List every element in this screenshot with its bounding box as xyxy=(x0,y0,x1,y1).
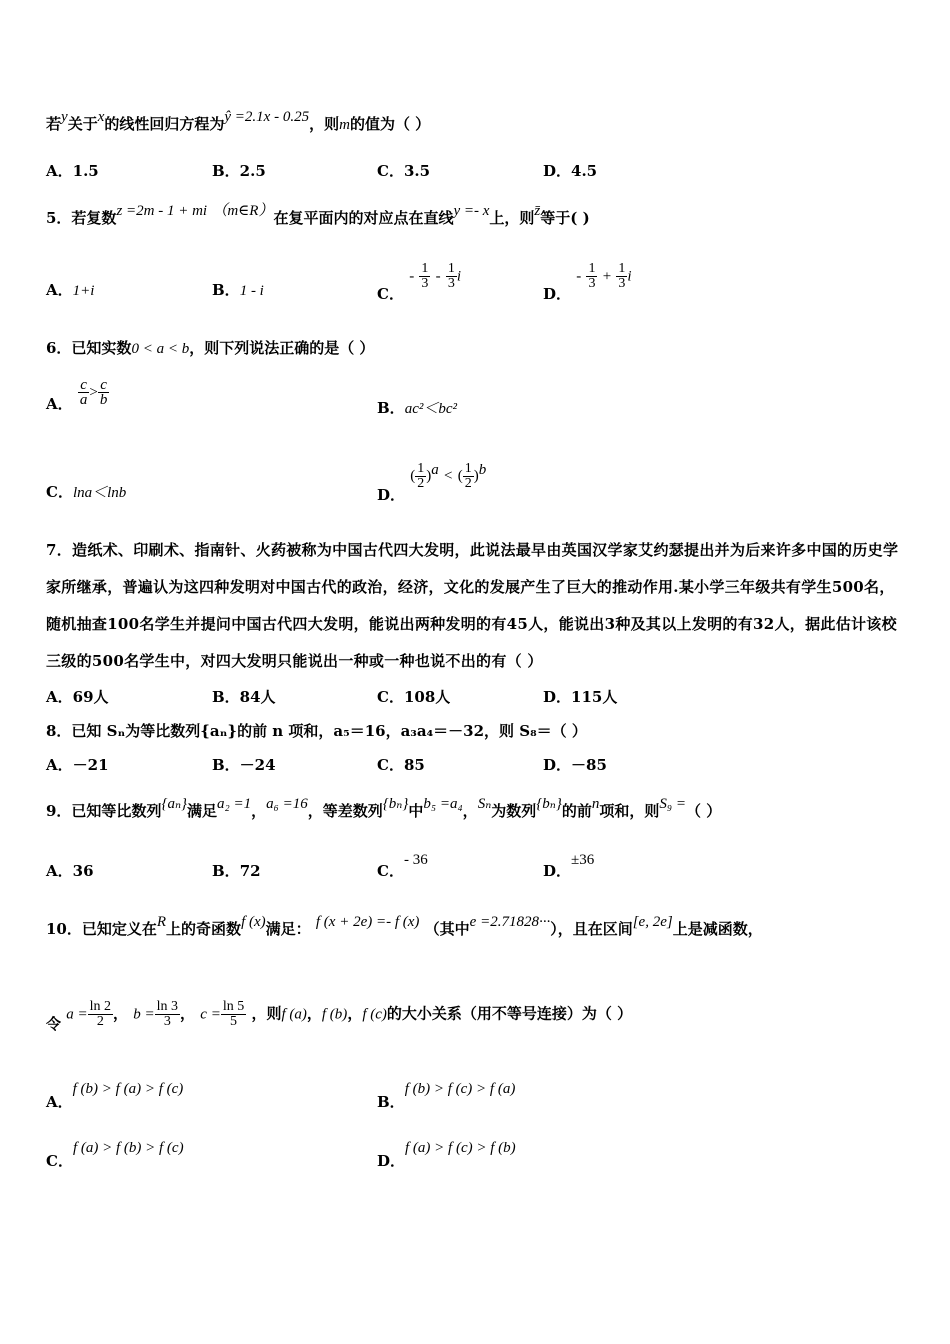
q8-option-b[interactable]: B．－24 xyxy=(212,756,276,774)
q10-definitions: 令 a = $\frac{\ln 2}{2}$ ， b = $\frac{\ln 3}{3}$ ， c = $\frac{\ln 5}{5}$ ，则f (a)，f (b)，f (c)的大小关系（用不等号连接）为（ ） xyxy=(46,999,633,1033)
q10-option-b[interactable]: B．f (b) > f (c) > f (a) xyxy=(377,1081,516,1111)
q5-option-a[interactable]: A．1+i xyxy=(46,281,95,299)
q5-option-c[interactable]: C． - $\frac{1}{3}$ - $\frac{1}{3}$ i xyxy=(377,261,462,303)
q6-option-c[interactable]: C．lna＜lnb xyxy=(46,483,127,501)
q9-stem: 9．已知等比数列{aₙ}满足a₂ =1，a₆ =16，等差数列{bₙ}中b₅ =a₄，Sₙ为数列{bₙ}的前n项和，则S₉ =（ ） xyxy=(46,796,722,820)
q7-stem: 7．造纸术、印刷术、指南针、火药被称为中国古代四大发明，此说法最早由英国汉学家艾约瑟提出并为后来许多中国的历史学家所继承，普遍认为这四种发明对中国古代的政治，经济，文化的发展产生了巨大的推动作用.某小学三年级共有学生500名，随机抽查100名学生并提问中国古代四大发明，能说出两种发明的有45人，能说出3种及其以上发明的有32人，据此估计该校三级的500名学生中，对四大发明只能说出一种或一种也说不出的有（ ） xyxy=(46,541,899,670)
q6-stem: 6．已知实数0 < a < b，则下列说法正确的是（ ） xyxy=(46,339,375,357)
q9-option-c[interactable]: C．- 36 xyxy=(377,852,428,880)
q10-option-a[interactable]: A．f (b) > f (a) > f (c) xyxy=(46,1081,184,1111)
q8-option-d[interactable]: D．－85 xyxy=(543,756,607,774)
q10-option-d[interactable]: D．f (a) > f (c) > f (b) xyxy=(377,1140,516,1170)
q7-option-a[interactable]: A．69人 xyxy=(46,688,109,706)
q10-stem: 10．已知定义在R上的奇函数f (x)满足： f (x + 2e) =- f (x) （其中e =2.71828···），且在区间[e, 2e]上是减函数， xyxy=(46,914,763,938)
q6-option-d[interactable]: D． ( $\frac{1}{2}$ )$^a$ < ( $\frac{1}{2}$ )$^b$ xyxy=(377,460,487,504)
q9-option-d[interactable]: D．±36 xyxy=(543,852,595,880)
q5-stem: 5．若复数z =2m - 1 + mi （m∈R）在复平面内的对应点在直线y =- x上，则z̄等于( ) xyxy=(46,203,590,227)
q4-stem: 若y关于x的线性回归方程为ŷ =2.1x - 0.25，则m的值为（ ） xyxy=(46,109,431,133)
q5-option-d[interactable]: D． - $\frac{1}{3}$ + $\frac{1}{3}$ i xyxy=(543,261,632,303)
q4-option-a[interactable]: A．1.5 xyxy=(46,162,99,180)
q8-option-c[interactable]: C．85 xyxy=(377,756,425,774)
q7-option-d[interactable]: D．115人 xyxy=(543,688,618,706)
q4-option-c[interactable]: C．3.5 xyxy=(377,162,431,180)
q9-option-a[interactable]: A．36 xyxy=(46,862,94,880)
q9-option-b[interactable]: B．72 xyxy=(212,862,261,880)
q7-option-c[interactable]: C．108人 xyxy=(377,688,451,706)
q10-option-c[interactable]: C．f (a) > f (b) > f (c) xyxy=(46,1140,184,1170)
regression-equation: ŷ =2.1x - 0.25 xyxy=(224,109,310,125)
q8-stem: 8．已知 Sₙ为等比数列{aₙ}的前 n 项和，a₅＝16，a₃a₄＝－32，则 S₈＝（ ） xyxy=(46,722,587,740)
q6-option-b[interactable]: B．ac²＜bc² xyxy=(377,399,457,417)
q5-option-b[interactable]: B．1 - i xyxy=(212,281,264,299)
q6-option-a[interactable]: A． $\frac{c}{a}$ > $\frac{c}{b}$ xyxy=(46,377,108,413)
q4-option-d[interactable]: D．4.5 xyxy=(543,162,598,180)
q7-option-b[interactable]: B．84人 xyxy=(212,688,276,706)
q4-option-b[interactable]: B．2.5 xyxy=(212,162,266,180)
q8-option-a[interactable]: A．－21 xyxy=(46,756,109,774)
